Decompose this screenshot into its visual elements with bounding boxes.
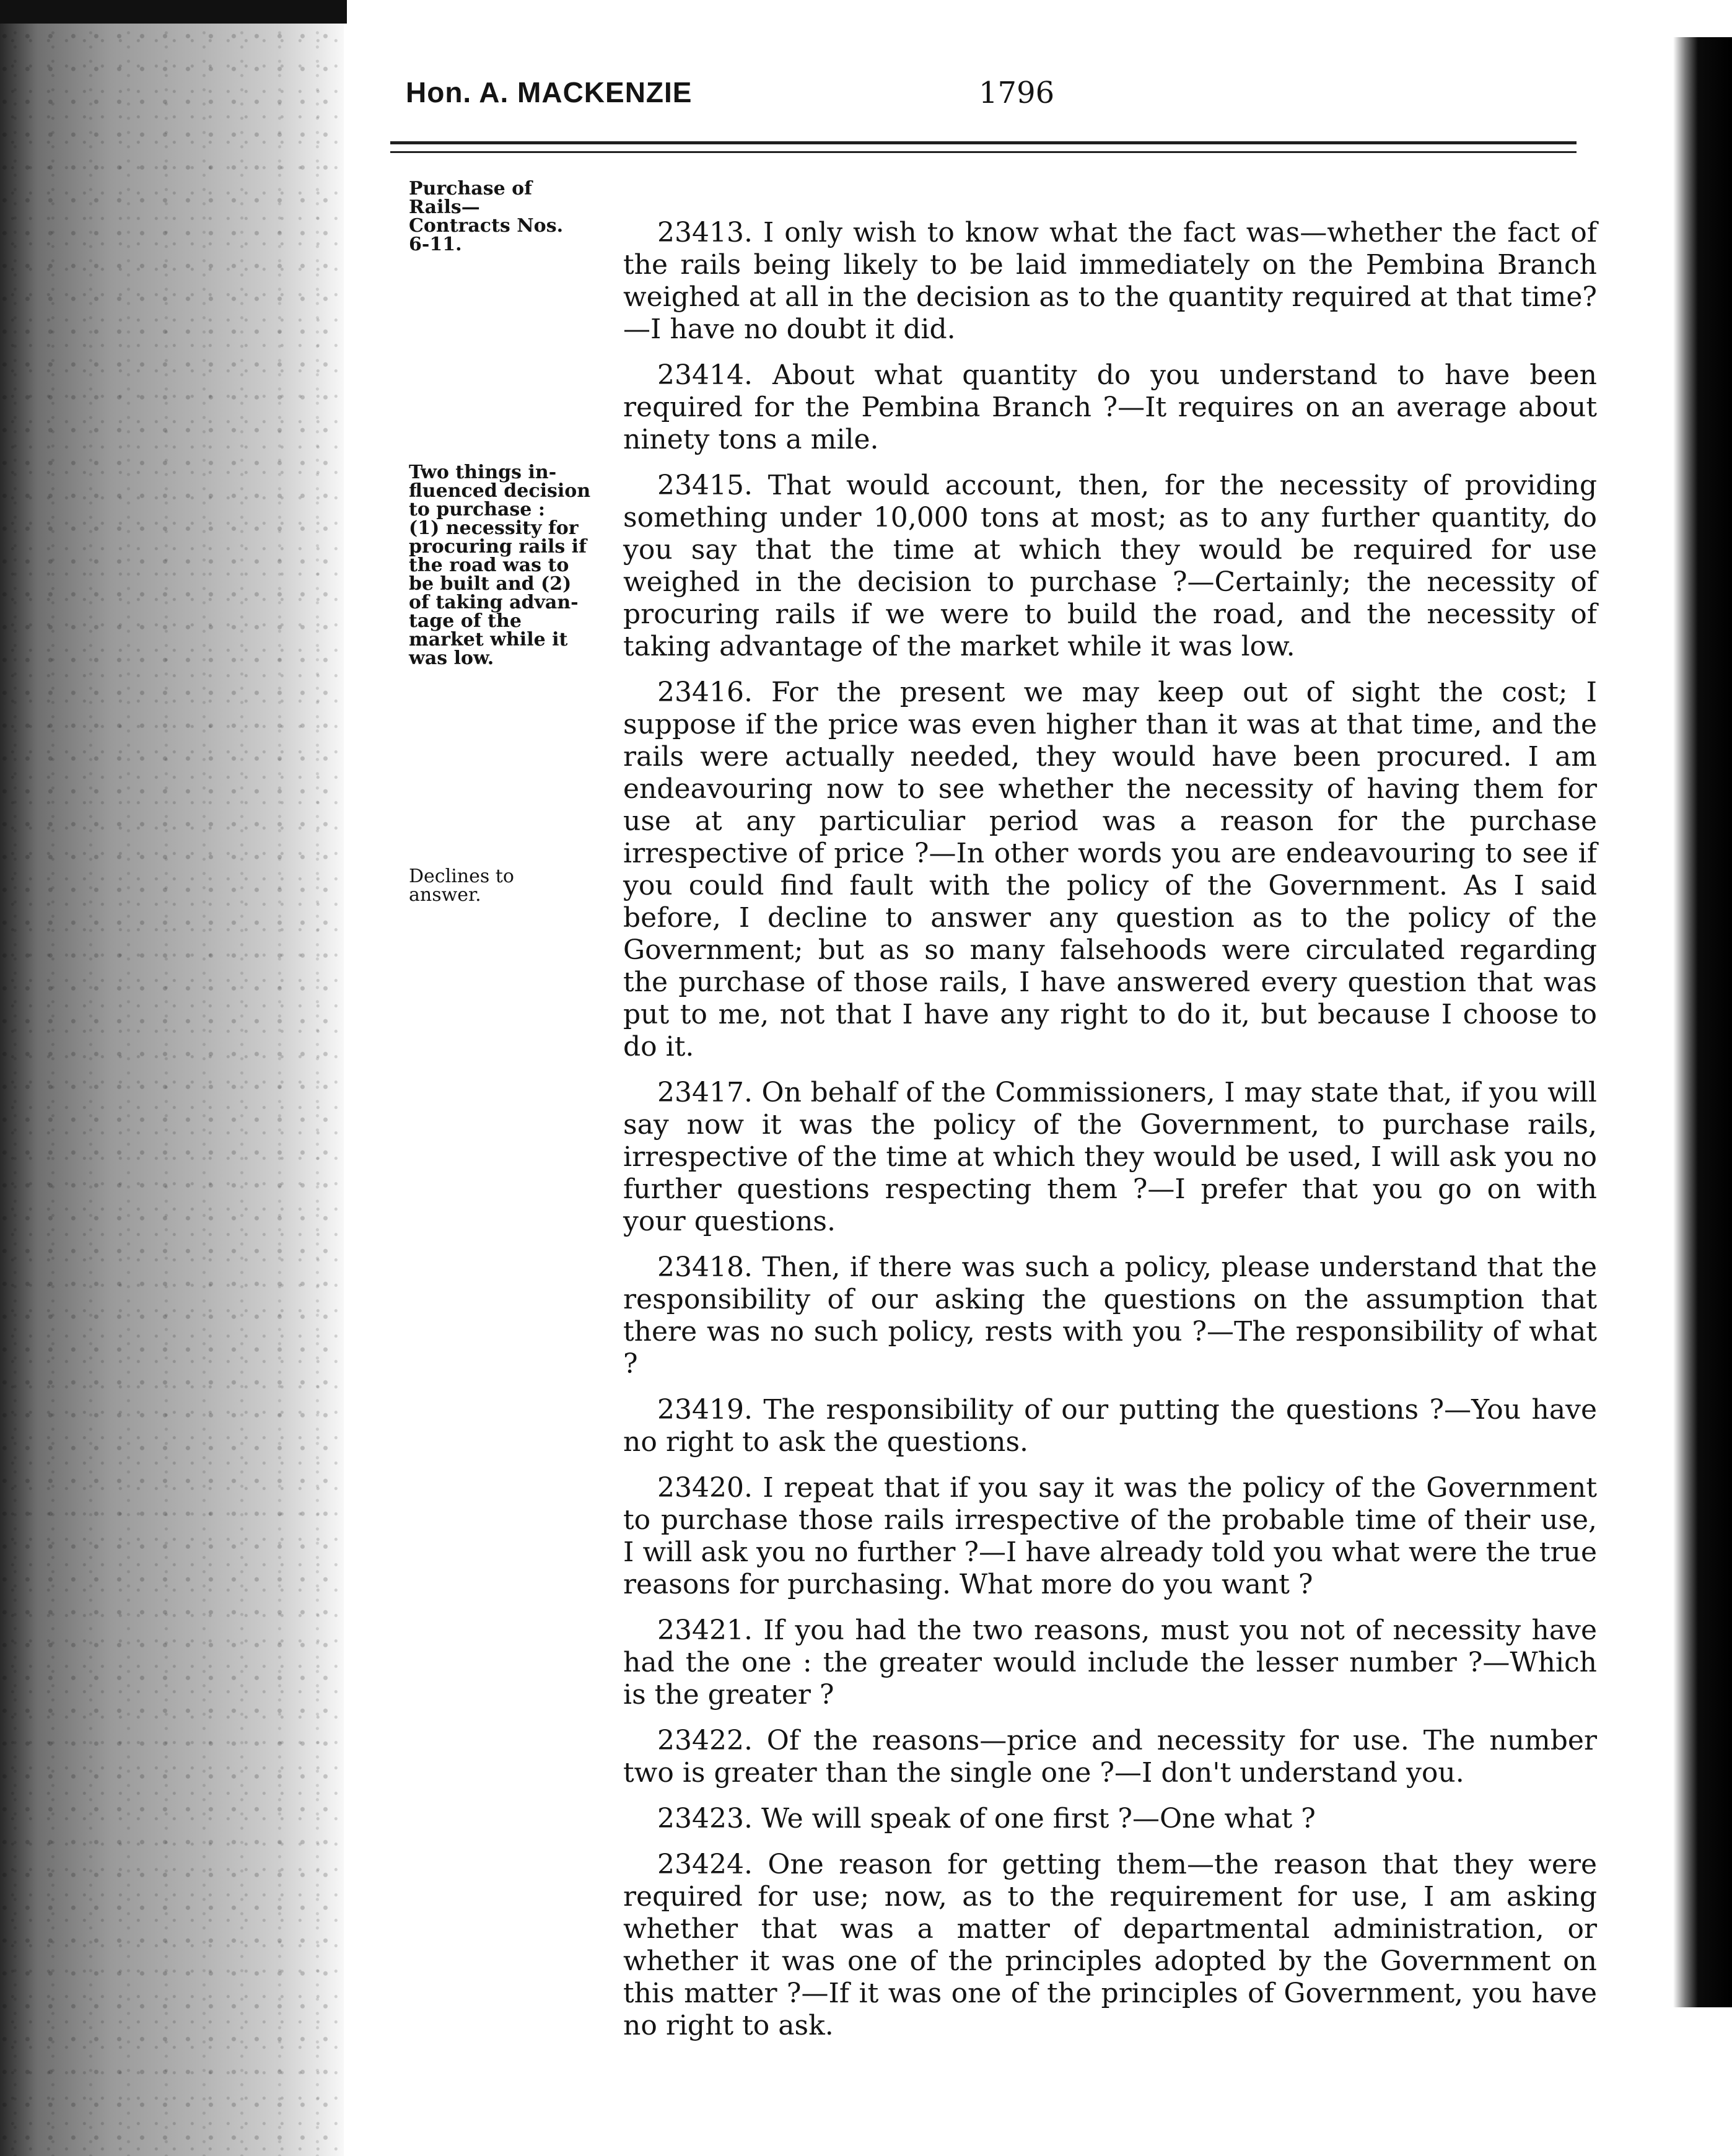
margin-note: Two things in- fluenced decision to purchase : (1) necessity for procuring rails if the road was to be built and (2) of taking advan- tage of the market while it was low. — [409, 462, 591, 669]
testimony-paragraph: 23420. I repeat that if you say it was the policy of the Government to purchase those rails irrespective of the probable time of their use, I will ask you no further ?—I have already told you what were the true reasons for purchasing. What more do you want ? — [623, 1472, 1597, 1600]
testimony-paragraph: 23423. We will speak of one first ?—One what ? — [657, 1803, 1316, 1834]
header-rule — [390, 151, 1577, 153]
testimony-paragraph: 23416. For the present we may keep out of sight the cost; I suppose if the price was even higher than it was at that time, and the rails were actually needed, they would have been procured. I am endeavouring now to see whether the necessity of having them for use at any particuliar period was a reason for the purchase irrespective of price ?—In other words you are endeavouring to see if you could find fault with the policy of the Government. As I said before, I decline to answer any question as to the policy of the Government; but as so many falsehoods were circulated regarding the purchase of those rails, I have answered every question that was put to me, not that I have any right to do it, but because I choose to do it. — [623, 677, 1597, 1063]
header-rule — [390, 141, 1577, 144]
testimony-paragraph: 23413. I only wish to know what the fact was—whether the fact of the rails being likely to be laid immediately on the Pembina Branch weighed at all in the decision as to the quantity required at that time?—I have no doubt it did. — [623, 217, 1597, 345]
testimony-paragraph: 23418. Then, if there was such a policy, please understand that the responsibility of our asking the questions on the assumption that there was no such policy, rests with you ?—The responsibility of what ? — [623, 1251, 1597, 1380]
testimony-body — [623, 217, 1597, 2056]
page-header — [406, 76, 1583, 125]
testimony-paragraph: 23417. On behalf of the Commissioners, I may state that, if you will say now it was the policy of the Government, to purchase rails, irrespective of the time at which they would be used, I will ask you no further questions respecting them ?—I prefer that you go on with your questions. — [623, 1077, 1597, 1237]
scan-border-top — [0, 0, 347, 24]
margin-note: Declines to answer. — [409, 865, 514, 906]
testimony-paragraph: 23419. The responsibility of our putting the questions ?—You have no right to ask the questions. — [623, 1394, 1597, 1458]
page-number: 1796 — [979, 76, 1055, 110]
testimony-paragraph: 23424. One reason for getting them—the reason that they were required for use; now, as to the requirement for use, I am asking whether that was a matter of departmental administration, or whether it was one of the principles adopted by the Government on this matter ?—If it was one of the principles of Government, you have no right to ask. — [623, 1849, 1597, 2041]
margin-note: Purchase of Rails— Contracts Nos. 6-11. — [409, 178, 564, 255]
testimony-paragraph: 23421. If you had the two reasons, must you not of necessity have had the one : the greater would include the lesser number ?—Which is the greater ? — [623, 1615, 1597, 1711]
testimony-paragraph: 23414. About what quantity do you understand to have been required for the Pembina Branch ?—It requires on an average about ninety tons a mile. — [623, 359, 1597, 455]
running-head: Hon. A. MACKENZIE — [406, 76, 693, 108]
scan-border-right — [1673, 37, 1732, 2007]
testimony-paragraph: 23415. That would account, then, for the necessity of providing something under 10,000 tons at most; as to any further quantity, do you say that the time at which they would be required for use weighed in the decision to purchase ?—Certainly; the necessity of procuring rails if we were to build the road, and the necessity of taking advantage of the market while it was low. — [623, 470, 1597, 662]
testimony-paragraph: 23422. Of the reasons—price and necessity for use. The number two is greater than the single one ?—I don't understand you. — [623, 1725, 1597, 1789]
book-page-edge — [0, 0, 344, 2156]
